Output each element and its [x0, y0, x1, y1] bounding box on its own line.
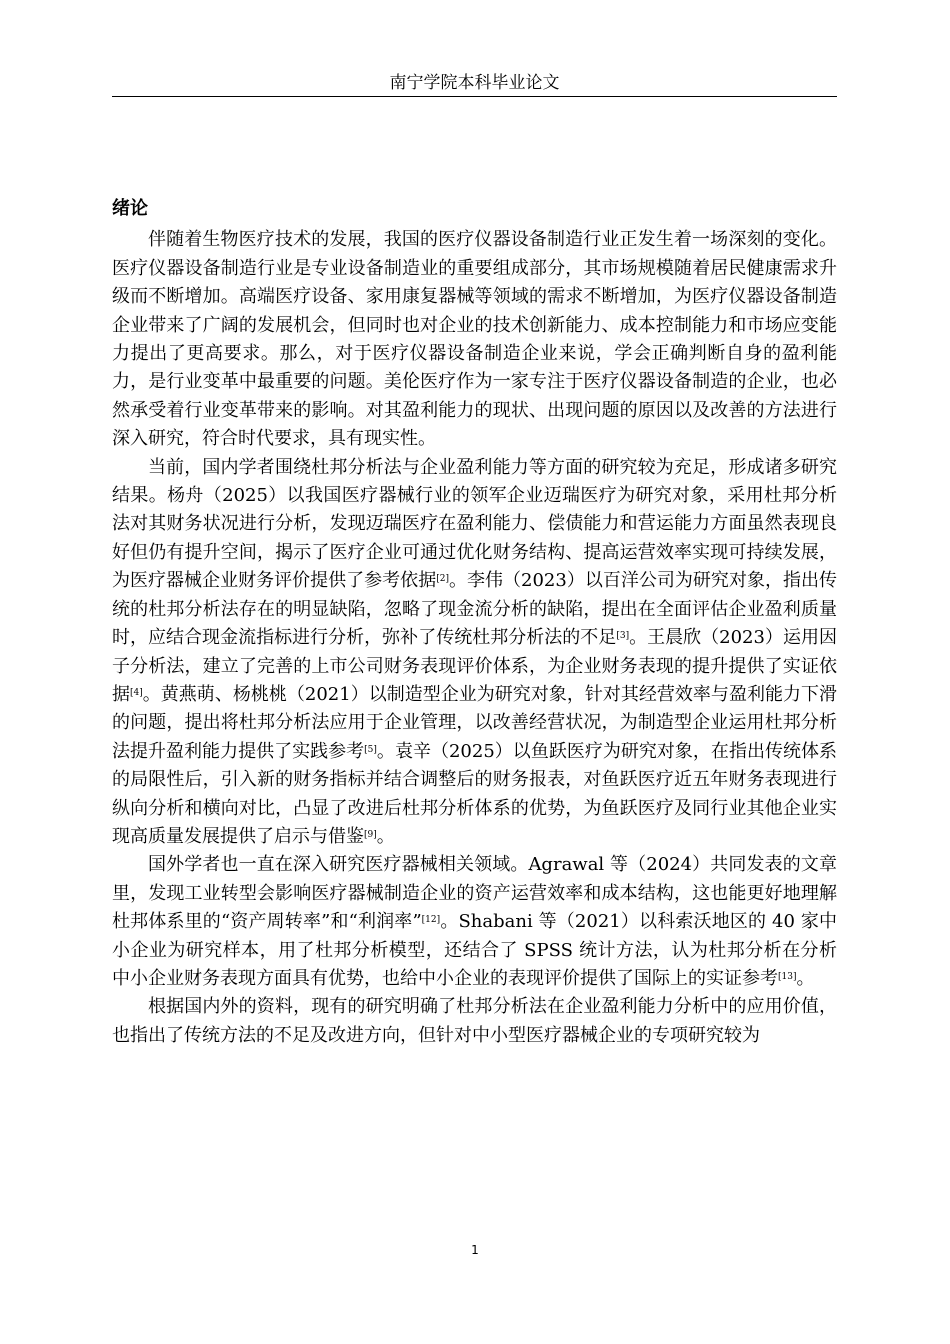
- paragraph-text: 当前，国内学者围绕杜邦分析法与企业盈利能力等方面的研究较为充足，形成诸多研究结果。杨舟（2025）以我国医疗器械行业的领军企业迈瑞医疗为研究对象，采用杜邦分析法对其财务状况进行分析，发现迈瑞医疗在盈利能力、偿债能力和营运能力方面虽然表现良好但仍有提升空间，揭示了医疗企业可通过优化财务结构、提高运营效率实现可持续发展，为医疗器械企业财务评价提供了参考依据: [112, 456, 837, 592]
- paragraph-text: 。: [376, 825, 395, 847]
- paragraph-text: 根据国内外的资料，现有的研究明确了杜邦分析法在企业盈利能力分析中的应用价值，也指出了传统方法的不足及改进方向，但针对中小型医疗器械企业的专项研究较为: [112, 996, 837, 1046]
- body-paragraph: [112, 993, 837, 1050]
- citation-reference: [5]: [364, 744, 377, 755]
- paragraph-text: 伴随着生物医疗技术的发展，我国的医疗仪器设备制造行业正发生着一场深刻的变化。医疗仪器设备制造行业是专业设备制造业的重要组成部分，其市场规模随着居民健康需求升级而不断增加。高端医疗设备、家用康复器械等领域的需求不断增加，为医疗仪器设备制造企业带来了广阔的发展机会，但同时也对企业的技术创新能力、成本控制能力和市场应变能力提出了更高要求。那么，对于医疗仪器设备制造企业来说，学会正确判断自身的盈利能力，是行业变革中最重要的问题。美伦医疗作为一家专注于医疗仪器设备制造的企业，也必然承受着行业变革带来的影响。对其盈利能力的现状、出现问题的原因以及改善的方法进行深入研究，符合时代要求，具有现实性。: [112, 229, 837, 450]
- citation-reference: [3]: [616, 631, 630, 642]
- paragraph-text: 国外学者也一直在深入研究医疗器械相关领域。Agrawal 等（2024）共同发表的文章里，发现工业转型会影响医疗器械制造企业的资产运营效率和成本结构，这也能更好地理解杜邦体系里的“资产周转率”和“利润率”: [112, 854, 837, 933]
- paragraph-text: 。黄燕萌、杨桃桃（2021）以制造型企业为研究对象，针对其经营效率与盈利能力下滑的问题，提出将杜邦分析法应用于企业管理，以改善经营状况，为制造型企业运用杜邦分析法提升盈利能力提供了实践参考: [112, 683, 837, 762]
- paragraph-text: 。Shabani 等（2021）以科索沃地区的 40 家中小企业为研究样本，用了杜邦分析模型，还结合了 SPSS 统计方法，认为杜邦分析在分析中小企业财务表现方面具有优势，也给中小企业的表现评价提供了国际上的实证参考: [112, 911, 837, 989]
- running-header-title: 南宁学院本科毕业论文: [389, 73, 560, 93]
- paragraph-list: [112, 226, 837, 1050]
- citation-reference: [4]: [130, 687, 143, 698]
- body-paragraph: [112, 226, 837, 453]
- citation-reference: [13]: [778, 971, 797, 982]
- header-divider: [112, 96, 837, 97]
- citation-reference: [12]: [421, 915, 441, 926]
- body-content: [112, 195, 837, 1050]
- paragraph-text: 。王晨欣（2023）运用因子分析法，建立了完善的上市公司财务表现评价体系，为企业财务表现的提升提供了实证依据: [112, 627, 838, 705]
- section-heading: 绪论: [112, 198, 148, 219]
- paragraph-text: 。李伟（2023）以百洋公司为研究对象，指出传统的杜邦分析法存在的明显缺陷，忽略了现金流分析的缺陷，提出在全面评估企业盈利质量时，应结合现金流指标进行分析，弥补了传统杜邦分析法的不足: [112, 570, 838, 649]
- citation-reference: [2]: [436, 574, 449, 585]
- paragraph-text: 。袁辛（2025）以鱼跃医疗为研究对象，在指出传统体系的局限性后，引入新的财务指标并结合调整后的财务报表，对鱼跃医疗近五年财务表现进行纵向分析和横向对比，凸显了改进后杜邦分析体系的优势，为鱼跃医疗及同行业其他企业实现高质量发展提供了启示与借鉴: [112, 740, 838, 847]
- page-number: 1: [471, 1243, 479, 1257]
- paragraph-text: 。: [796, 967, 815, 989]
- body-paragraph: [112, 851, 837, 993]
- citation-reference: [9]: [364, 829, 377, 840]
- body-paragraph: [112, 454, 837, 852]
